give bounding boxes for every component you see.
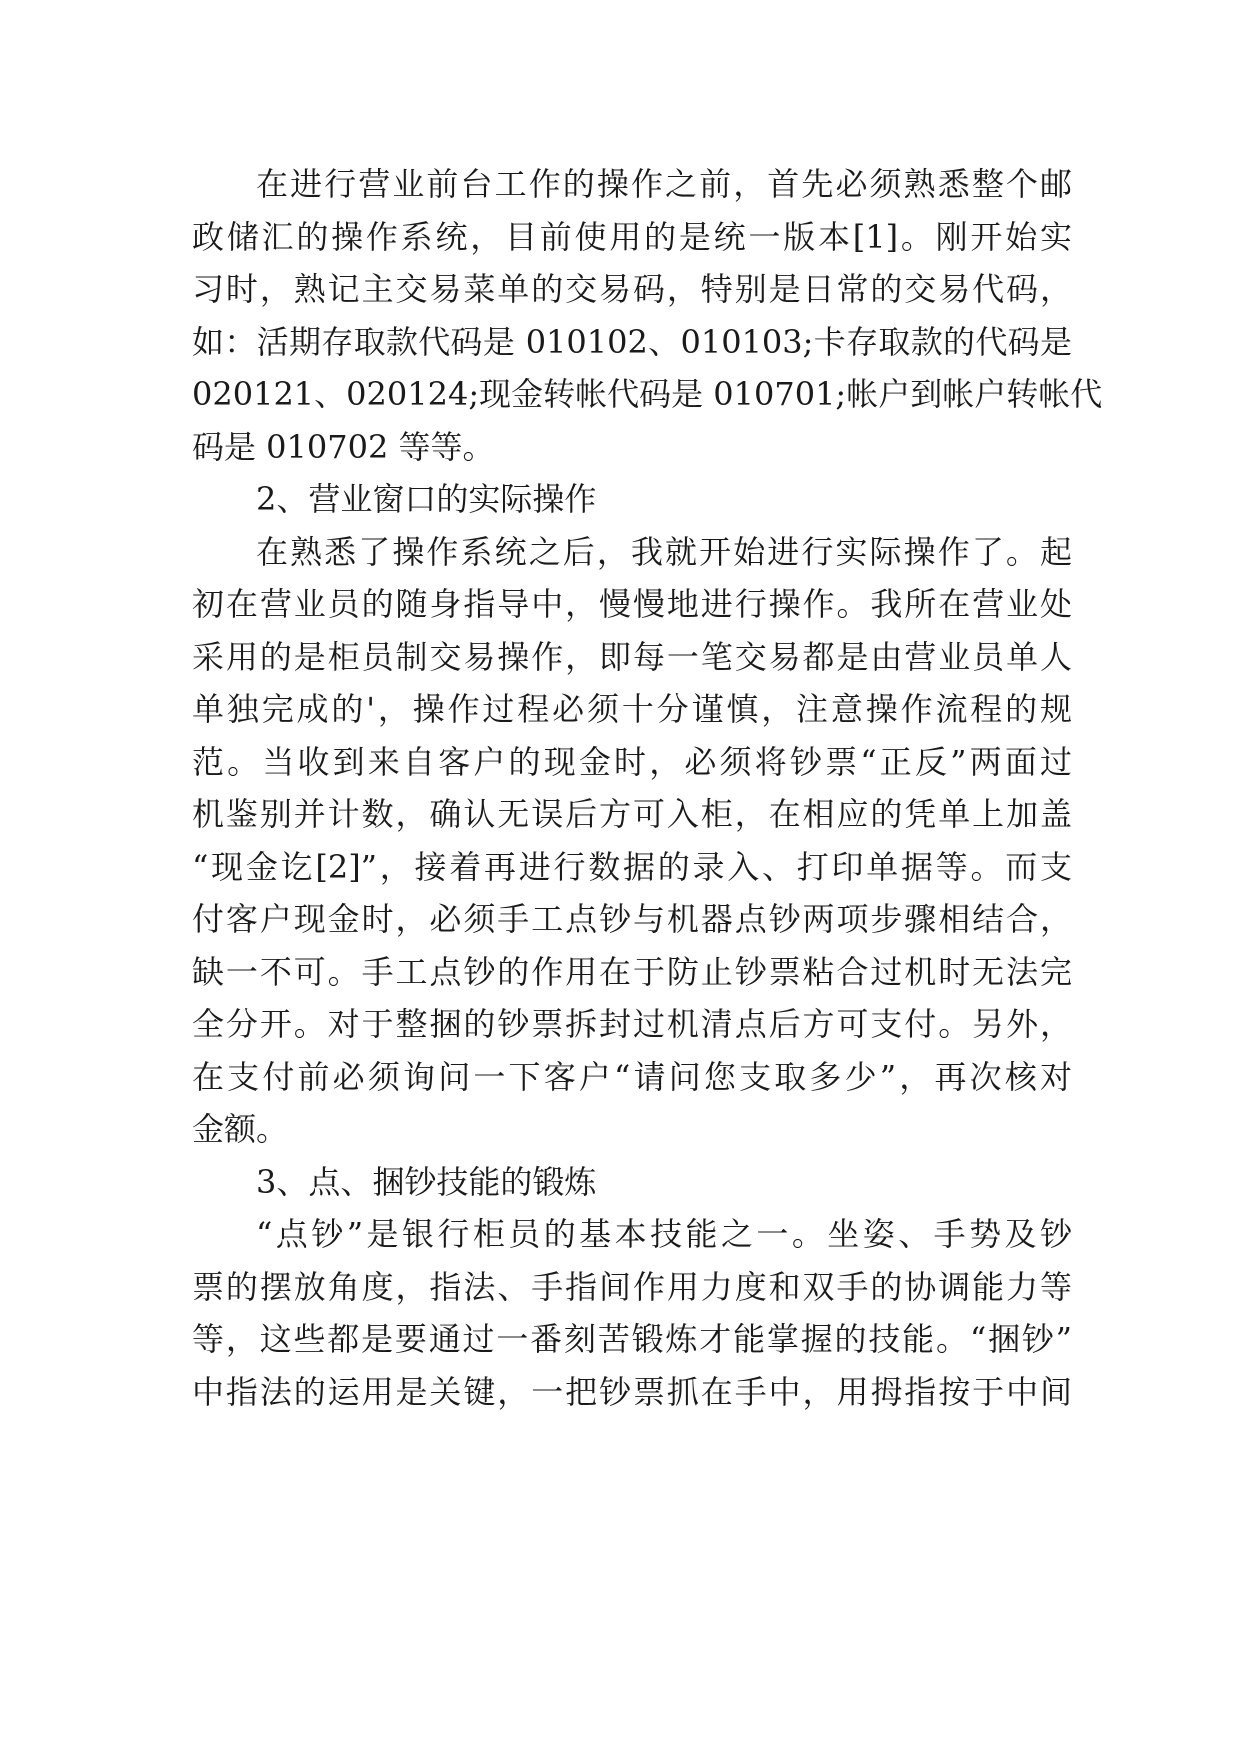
paragraph-line: 票的摆放角度，指法、手指间作用力度和双手的协调能力等 xyxy=(192,1267,1072,1306)
paragraph-line: 付客户现金时，必须手工点钞与机器点钞两项步骤相结合， xyxy=(192,900,1072,938)
paragraph-line: 如：活期存取款代码是 010102、010103;卡存取款的代码是 xyxy=(192,322,1072,361)
document-body xyxy=(192,158,1103,1418)
paragraph-line: 等，这些都是要通过一番刻苦锻炼才能掌握的技能。“捆钞” xyxy=(192,1320,1072,1358)
paragraph-line: 码是 010702 等等。 xyxy=(192,427,495,466)
paragraph-line: 在支付前必须询问一下客户“请问您支取多少”，再次核对 xyxy=(192,1057,1072,1096)
paragraph-line: 020121、020124;现金转帐代码是 010701;帐户到帐户转帐代 xyxy=(192,375,1103,413)
paragraph-line: 单独完成的'，操作过程必须十分谨慎，注意操作流程的规 xyxy=(192,690,1072,728)
paragraph-line: 全分开。对于整捆的钞票拆封过机清点后方可支付。另外， xyxy=(192,1005,1072,1043)
paragraph-line: 采用的是柜员制交易操作，即每一笔交易都是由营业员单人 xyxy=(192,637,1072,676)
section-heading: 2、营业窗口的实际操作 xyxy=(256,480,597,518)
paragraph-line: 在熟悉了操作系统之后，我就开始进行实际操作了。起 xyxy=(256,532,1072,571)
paragraph-line: 习时，熟记主交易菜单的交易码，特别是日常的交易代码， xyxy=(192,270,1072,308)
paragraph-line: 初在营业员的随身指导中，慢慢地进行操作。我所在营业处 xyxy=(192,585,1072,623)
paragraph-line: 机鉴别并计数，确认无误后方可入柜，在相应的凭单上加盖 xyxy=(192,795,1072,833)
paragraph-line: 金额。 xyxy=(192,1110,289,1148)
paragraph-line: 政储汇的操作系统，目前使用的是统一版本[1]。刚开始实 xyxy=(192,217,1072,256)
paragraph-line: “现金讫[2]”，接着再进行数据的录入、打印单据等。而支 xyxy=(192,847,1072,886)
paragraph-line: 范。当收到来自客户的现金时，必须将钞票“正反”两面过 xyxy=(192,742,1072,781)
section-heading: 3、点、捆钞技能的锻炼 xyxy=(256,1162,597,1201)
paragraph-line: 中指法的运用是关键，一把钞票抓在手中，用拇指按于中间 xyxy=(192,1372,1072,1411)
paragraph-line: 在进行营业前台工作的操作之前，首先必须熟悉整个邮 xyxy=(256,165,1072,203)
paragraph-line: “点钞”是银行柜员的基本技能之一。坐姿、手势及钞 xyxy=(256,1215,1072,1253)
paragraph-line: 缺一不可。手工点钞的作用在于防止钞票粘合过机时无法完 xyxy=(192,952,1072,991)
